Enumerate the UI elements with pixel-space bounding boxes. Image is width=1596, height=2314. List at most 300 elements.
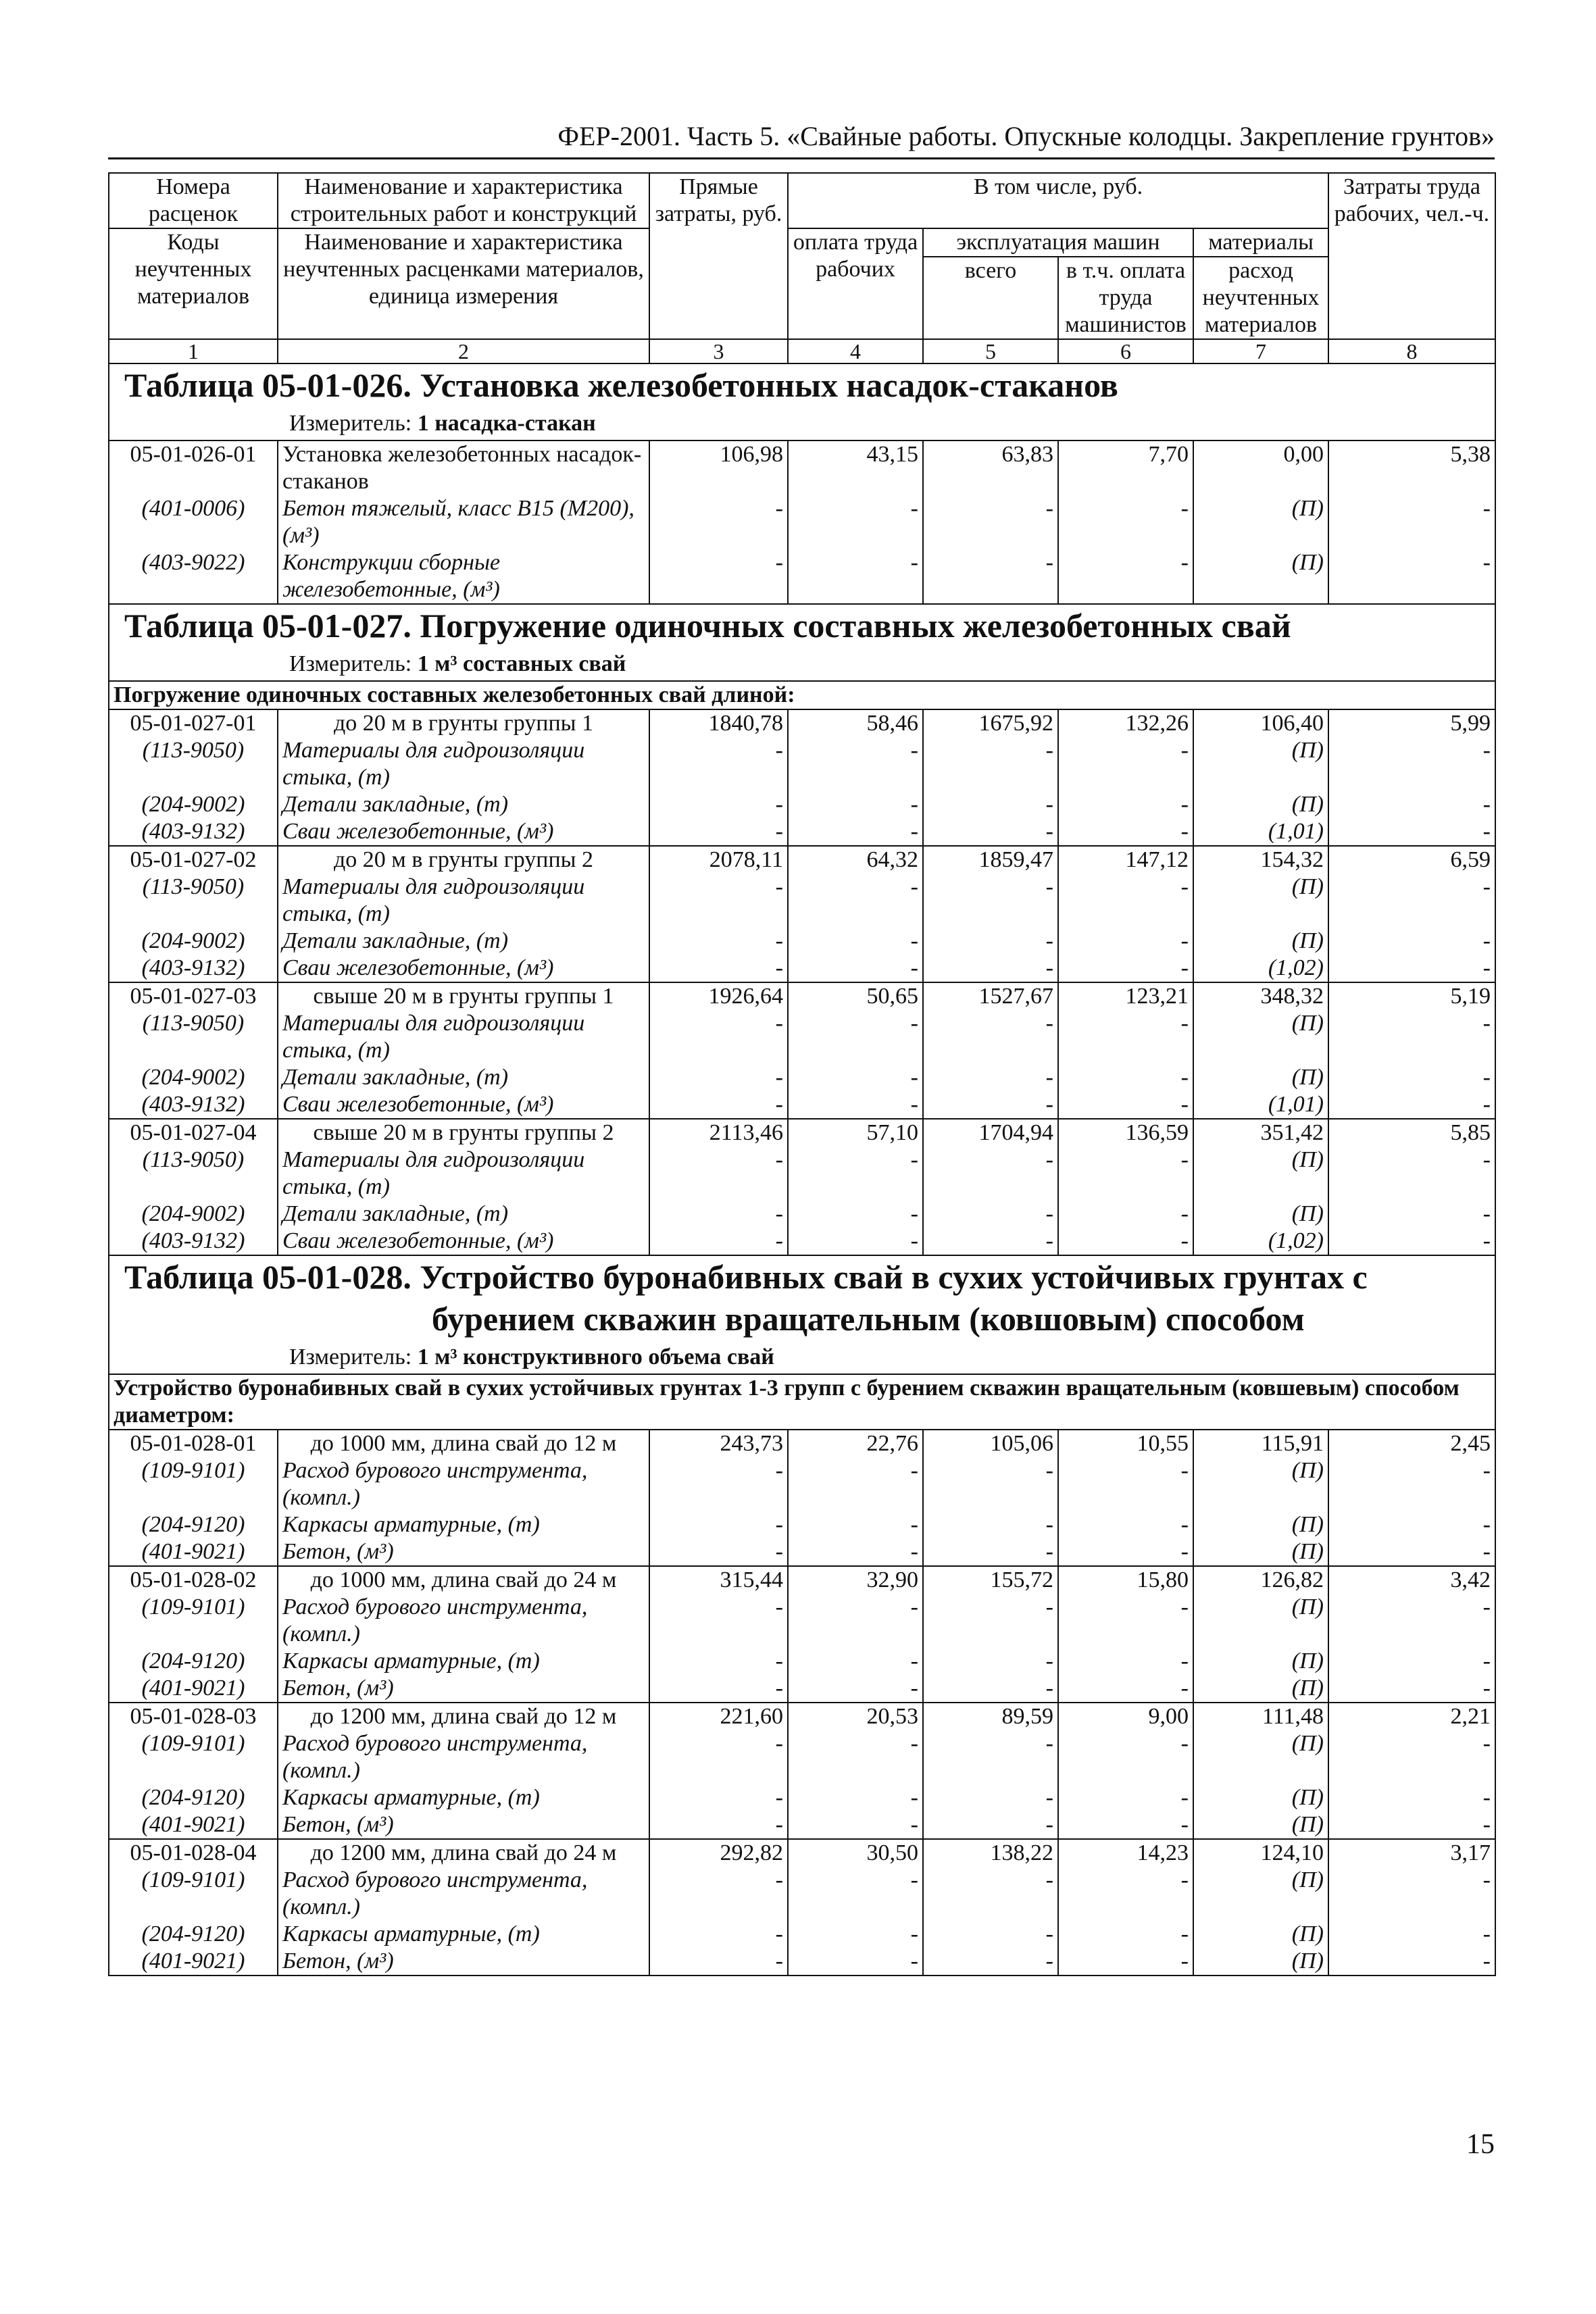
material-name: Сваи железобетонные, (м³) (278, 818, 649, 846)
rate-row (109, 982, 1495, 1010)
material-value-6: - (1058, 1538, 1193, 1566)
material-value-8: - (1328, 1538, 1495, 1566)
material-value-3: - (649, 791, 788, 818)
material-value-7: (П) (1193, 1921, 1328, 1948)
material-value-7: (П) (1193, 549, 1328, 604)
rate-row (109, 1839, 1495, 1867)
material-code: (403-9132) (109, 1091, 278, 1119)
rate-value-5: 63,83 (923, 441, 1058, 495)
header-direct-costs: Прямые затраты, руб. (649, 173, 788, 339)
material-value-5: - (923, 1784, 1058, 1811)
material-value-3: - (649, 1921, 788, 1948)
rates-document (108, 172, 1495, 1976)
header-code-bottom: Коды неучтенных материалов (109, 228, 278, 339)
material-value-4: - (788, 791, 923, 818)
rate-value-6: 123,21 (1058, 982, 1193, 1010)
material-value-6: - (1058, 1784, 1193, 1811)
material-code: (109-9101) (109, 1730, 278, 1784)
material-value-4: - (788, 1457, 923, 1511)
rate-value-7: 106,40 (1193, 709, 1328, 737)
material-value-3: - (649, 1201, 788, 1228)
material-value-6: - (1058, 1457, 1193, 1511)
material-code: (113-9050) (109, 737, 278, 791)
material-value-5: - (923, 1811, 1058, 1839)
header-machines-total: всего (923, 257, 1058, 339)
material-value-3: - (649, 1538, 788, 1566)
material-value-5: - (923, 1538, 1058, 1566)
material-name: Каркасы арматурные, (т) (278, 1648, 649, 1675)
rate-value-7: 124,10 (1193, 1839, 1328, 1867)
header-labor-cost: Затраты труда рабочих, чел.-ч. (1328, 173, 1495, 339)
rate-value-4: 57,10 (788, 1119, 923, 1147)
material-row (109, 1867, 1495, 1921)
material-value-8: - (1328, 1147, 1495, 1201)
rate-value-6: 7,70 (1058, 441, 1193, 495)
material-value-5: - (923, 1867, 1058, 1921)
material-value-5: - (923, 955, 1058, 982)
material-value-7: (П) (1193, 1948, 1328, 1976)
rate-value-8: 2,45 (1328, 1430, 1495, 1457)
material-value-3: - (649, 1091, 788, 1119)
material-value-7: (1,01) (1193, 818, 1328, 846)
table-title-line-1: Таблица 05-01-028. Устройство буронабивных свай в сухих устойчивых грунтах с (124, 1258, 1368, 1296)
rate-value-5: 138,22 (923, 1839, 1058, 1867)
material-name: Сваи железобетонные, (м³) (278, 1228, 649, 1255)
material-value-3: - (649, 495, 788, 549)
header-machines-pay: в т.ч. оплата труда машинистов (1058, 257, 1193, 339)
header-name-bottom: Наименование и характеристика неучтенных расценками материалов, единица измерения (278, 228, 649, 339)
material-value-7: (П) (1193, 928, 1328, 955)
material-code: (109-9101) (109, 1867, 278, 1921)
material-code: (403-9132) (109, 818, 278, 846)
material-value-6: - (1058, 1511, 1193, 1538)
rate-value-4: 43,15 (788, 441, 923, 495)
material-value-7: (1,02) (1193, 1228, 1328, 1255)
material-value-5: - (923, 1010, 1058, 1064)
material-value-8: - (1328, 1730, 1495, 1784)
material-code: (403-9132) (109, 955, 278, 982)
material-value-8: - (1328, 1064, 1495, 1091)
rate-code: 05-01-028-02 (109, 1566, 278, 1594)
material-code: (204-9120) (109, 1648, 278, 1675)
material-row (109, 1948, 1495, 1976)
material-row (109, 1201, 1495, 1228)
meter-value: 1 м³ конструктивного объема свай (417, 1344, 774, 1369)
material-value-5: - (923, 1948, 1058, 1976)
material-code: (401-0006) (109, 495, 278, 549)
rate-code: 05-01-027-01 (109, 709, 278, 737)
material-name: Материалы для гидроизоляции стыка, (т) (278, 1147, 649, 1201)
material-value-3: - (649, 955, 788, 982)
material-row (109, 791, 1495, 818)
rate-code: 05-01-028-01 (109, 1430, 278, 1457)
material-value-7: (П) (1193, 1675, 1328, 1703)
rate-value-7: 115,91 (1193, 1430, 1328, 1457)
material-row (109, 737, 1495, 791)
material-name: Расход бурового инструмента, (компл.) (278, 1867, 649, 1921)
material-value-4: - (788, 1730, 923, 1784)
material-value-7: (П) (1193, 1457, 1328, 1511)
table-title (114, 364, 1491, 406)
rate-name: свыше 20 м в грунты группы 1 (278, 982, 649, 1010)
material-value-3: - (649, 928, 788, 955)
material-value-7: (П) (1193, 1648, 1328, 1675)
material-value-8: - (1328, 818, 1495, 846)
section-title-row (109, 604, 1495, 681)
rate-value-7: 348,32 (1193, 982, 1328, 1010)
material-value-3: - (649, 1147, 788, 1201)
material-name: Материалы для гидроизоляции стыка, (т) (278, 737, 649, 791)
material-row (109, 955, 1495, 982)
material-name: Расход бурового инструмента, (компл.) (278, 1594, 649, 1648)
material-value-5: - (923, 1064, 1058, 1091)
material-value-5: - (923, 1091, 1058, 1119)
rate-row (109, 709, 1495, 737)
header-including: В том числе, руб. (788, 173, 1328, 228)
material-code: (401-9021) (109, 1811, 278, 1839)
material-name: Детали закладные, (т) (278, 928, 649, 955)
material-row (109, 818, 1495, 846)
table-title (114, 1256, 1491, 1340)
rate-value-6: 132,26 (1058, 709, 1193, 737)
material-row (109, 928, 1495, 955)
rate-name: до 1200 мм, длина свай до 24 м (278, 1839, 649, 1867)
material-value-5: - (923, 1921, 1058, 1948)
material-name: Бетон, (м³) (278, 1811, 649, 1839)
material-value-5: - (923, 818, 1058, 846)
material-value-6: - (1058, 791, 1193, 818)
material-code: (204-9002) (109, 1201, 278, 1228)
material-value-4: - (788, 1594, 923, 1648)
header-machines: эксплуатация машин (923, 228, 1193, 257)
material-value-3: - (649, 1948, 788, 1976)
material-value-4: - (788, 495, 923, 549)
material-row (109, 1921, 1495, 1948)
rate-row (109, 1430, 1495, 1457)
material-row (109, 1228, 1495, 1255)
rate-value-3: 2078,11 (649, 846, 788, 874)
header-materials: материалы (1193, 228, 1328, 257)
material-value-4: - (788, 1010, 923, 1064)
material-value-5: - (923, 1228, 1058, 1255)
material-value-3: - (649, 1594, 788, 1648)
rate-value-5: 1527,67 (923, 982, 1058, 1010)
material-value-5: - (923, 549, 1058, 604)
rate-name: до 1000 мм, длина свай до 24 м (278, 1566, 649, 1594)
material-row (109, 1648, 1495, 1675)
rate-row (109, 1119, 1495, 1147)
material-value-5: - (923, 737, 1058, 791)
rate-value-7: 351,42 (1193, 1119, 1328, 1147)
material-value-5: - (923, 1594, 1058, 1648)
material-name: Бетон, (м³) (278, 1675, 649, 1703)
material-code: (113-9050) (109, 1010, 278, 1064)
rate-value-4: 30,50 (788, 1839, 923, 1867)
rate-name: до 1200 мм, длина свай до 12 м (278, 1703, 649, 1730)
colnum-8: 8 (1328, 339, 1495, 363)
material-value-6: - (1058, 1010, 1193, 1064)
material-value-7: (П) (1193, 1784, 1328, 1811)
material-value-6: - (1058, 737, 1193, 791)
material-value-7: (П) (1193, 791, 1328, 818)
rate-value-4: 50,65 (788, 982, 923, 1010)
material-value-3: - (649, 1228, 788, 1255)
meter-label: Измеритель: (289, 411, 412, 436)
section-title-cell (109, 363, 1495, 441)
material-value-7: (П) (1193, 1811, 1328, 1839)
material-name: Расход бурового инструмента, (компл.) (278, 1457, 649, 1511)
material-value-6: - (1058, 1730, 1193, 1784)
rate-value-4: 20,53 (788, 1703, 923, 1730)
material-value-6: - (1058, 1091, 1193, 1119)
rate-code: 05-01-027-02 (109, 846, 278, 874)
meter-label: Измеритель: (289, 651, 412, 676)
rate-value-3: 2113,46 (649, 1119, 788, 1147)
material-value-6: - (1058, 1594, 1193, 1648)
rate-code: 05-01-026-01 (109, 441, 278, 495)
material-value-5: - (923, 1511, 1058, 1538)
material-value-4: - (788, 874, 923, 928)
material-value-3: - (649, 1675, 788, 1703)
material-value-7: (П) (1193, 1538, 1328, 1566)
material-value-8: - (1328, 1867, 1495, 1921)
material-code: (401-9021) (109, 1675, 278, 1703)
table-body (109, 363, 1495, 1976)
rate-code: 05-01-028-04 (109, 1839, 278, 1867)
material-value-8: - (1328, 1675, 1495, 1703)
material-value-8: - (1328, 1811, 1495, 1839)
material-value-4: - (788, 1147, 923, 1201)
material-value-4: - (788, 1921, 923, 1948)
material-value-3: - (649, 737, 788, 791)
rate-value-7: 0,00 (1193, 441, 1328, 495)
material-value-8: - (1328, 955, 1495, 982)
material-value-5: - (923, 791, 1058, 818)
rate-code: 05-01-027-04 (109, 1119, 278, 1147)
rate-value-7: 126,82 (1193, 1566, 1328, 1594)
section-title-row (109, 363, 1495, 441)
material-value-8: - (1328, 1784, 1495, 1811)
rate-row (109, 1703, 1495, 1730)
material-name: Материалы для гидроизоляции стыка, (т) (278, 1010, 649, 1064)
section-title-row (109, 1255, 1495, 1374)
group-heading: Погружение одиночных составных железобетонных свай длиной: (109, 681, 1495, 709)
material-value-6: - (1058, 928, 1193, 955)
material-value-7: (П) (1193, 1010, 1328, 1064)
material-value-6: - (1058, 1201, 1193, 1228)
material-code: (401-9021) (109, 1538, 278, 1566)
material-value-8: - (1328, 1948, 1495, 1976)
meter-value: 1 насадка-стакан (417, 411, 596, 436)
material-row (109, 1730, 1495, 1784)
material-name: Сваи железобетонные, (м³) (278, 955, 649, 982)
rate-value-6: 147,12 (1058, 846, 1193, 874)
rate-name: до 1000 мм, длина свай до 12 м (278, 1430, 649, 1457)
material-code: (403-9022) (109, 549, 278, 604)
material-row (109, 1457, 1495, 1511)
material-value-8: - (1328, 549, 1495, 604)
material-value-8: - (1328, 1648, 1495, 1675)
material-value-6: - (1058, 1064, 1193, 1091)
material-code: (401-9021) (109, 1948, 278, 1976)
material-name: Детали закладные, (т) (278, 791, 649, 818)
table-meter (114, 651, 1491, 678)
material-row (109, 874, 1495, 928)
material-value-5: - (923, 1730, 1058, 1784)
material-value-3: - (649, 1784, 788, 1811)
rate-value-8: 6,59 (1328, 846, 1495, 874)
material-row (109, 495, 1495, 549)
material-value-3: - (649, 818, 788, 846)
rate-value-8: 2,21 (1328, 1703, 1495, 1730)
material-value-8: - (1328, 791, 1495, 818)
material-value-8: - (1328, 1594, 1495, 1648)
rate-value-3: 292,82 (649, 1839, 788, 1867)
table-meter (114, 410, 1491, 437)
material-value-6: - (1058, 1147, 1193, 1201)
material-value-3: - (649, 1648, 788, 1675)
meter-label: Измеритель: (289, 1344, 412, 1369)
material-value-4: - (788, 549, 923, 604)
material-value-7: (П) (1193, 1730, 1328, 1784)
material-value-7: (П) (1193, 1201, 1328, 1228)
rate-value-4: 22,76 (788, 1430, 923, 1457)
material-code: (204-9120) (109, 1921, 278, 1948)
rate-value-5: 1675,92 (923, 709, 1058, 737)
rate-value-4: 58,46 (788, 709, 923, 737)
rates-table (108, 172, 1496, 1976)
material-code: (113-9050) (109, 1147, 278, 1201)
material-row (109, 1784, 1495, 1811)
material-value-4: - (788, 1511, 923, 1538)
material-row (109, 1511, 1495, 1538)
material-value-8: - (1328, 1201, 1495, 1228)
material-value-4: - (788, 1064, 923, 1091)
material-value-8: - (1328, 928, 1495, 955)
rate-value-6: 10,55 (1058, 1430, 1193, 1457)
rate-value-8: 5,85 (1328, 1119, 1495, 1147)
page-number: 15 (1466, 2129, 1495, 2160)
rate-value-8: 5,99 (1328, 709, 1495, 737)
material-code: (204-9120) (109, 1784, 278, 1811)
material-value-4: - (788, 1091, 923, 1119)
rate-name: свыше 20 м в грунты группы 2 (278, 1119, 649, 1147)
material-row (109, 1147, 1495, 1201)
material-value-8: - (1328, 1091, 1495, 1119)
rate-row (109, 846, 1495, 874)
material-value-8: - (1328, 495, 1495, 549)
material-name: Каркасы арматурные, (т) (278, 1784, 649, 1811)
material-value-5: - (923, 1201, 1058, 1228)
material-name: Бетон, (м³) (278, 1538, 649, 1566)
material-name: Расход бурового инструмента, (компл.) (278, 1730, 649, 1784)
material-code: (113-9050) (109, 874, 278, 928)
material-code: (109-9101) (109, 1457, 278, 1511)
material-row (109, 1594, 1495, 1648)
material-value-5: - (923, 495, 1058, 549)
material-value-6: - (1058, 1675, 1193, 1703)
rate-value-6: 9,00 (1058, 1703, 1193, 1730)
group-heading: Устройство буронабивных свай в сухих устойчивых грунтах 1-3 групп с бурением скважин вращательным (ковшевым) способом диаметром: (109, 1374, 1495, 1430)
material-value-6: - (1058, 1648, 1193, 1675)
material-value-8: - (1328, 1921, 1495, 1948)
rate-row (109, 441, 1495, 495)
material-value-6: - (1058, 874, 1193, 928)
material-value-6: - (1058, 549, 1193, 604)
rate-value-5: 105,06 (923, 1430, 1058, 1457)
group-heading-row (109, 681, 1495, 709)
rate-code: 05-01-028-03 (109, 1703, 278, 1730)
material-code: (204-9002) (109, 791, 278, 818)
rate-value-5: 1704,94 (923, 1119, 1058, 1147)
colnum-4: 4 (788, 339, 923, 363)
material-row (109, 549, 1495, 604)
material-code: (204-9120) (109, 1511, 278, 1538)
running-header: ФЕР-2001. Часть 5. «Свайные работы. Опускные колодцы. Закрепление грунтов» (108, 120, 1495, 159)
rate-code: 05-01-027-03 (109, 982, 278, 1010)
rate-name: Установка железобетонных насадок-стаканов (278, 441, 649, 495)
rate-value-5: 155,72 (923, 1566, 1058, 1594)
material-value-7: (1,01) (1193, 1091, 1328, 1119)
material-value-6: - (1058, 1811, 1193, 1839)
material-value-7: (1,02) (1193, 955, 1328, 982)
material-value-5: - (923, 1648, 1058, 1675)
rate-name: до 20 м в грунты группы 2 (278, 846, 649, 874)
material-value-4: - (788, 1811, 923, 1839)
material-value-4: - (788, 928, 923, 955)
material-name: Каркасы арматурные, (т) (278, 1921, 649, 1948)
material-value-6: - (1058, 495, 1193, 549)
material-value-3: - (649, 874, 788, 928)
rate-name: до 20 м в грунты группы 1 (278, 709, 649, 737)
material-value-7: (П) (1193, 1594, 1328, 1648)
material-code: (109-9101) (109, 1594, 278, 1648)
material-row (109, 1091, 1495, 1119)
material-value-6: - (1058, 1867, 1193, 1921)
colnum-7: 7 (1193, 339, 1328, 363)
material-value-6: - (1058, 1228, 1193, 1255)
material-code: (403-9132) (109, 1228, 278, 1255)
material-value-7: (П) (1193, 1867, 1328, 1921)
rate-value-3: 315,44 (649, 1566, 788, 1594)
material-value-7: (П) (1193, 1064, 1328, 1091)
material-value-5: - (923, 874, 1058, 928)
material-value-3: - (649, 1867, 788, 1921)
material-name: Конструкции сборные железобетонные, (м³) (278, 549, 649, 604)
rate-value-3: 243,73 (649, 1430, 788, 1457)
rate-value-3: 1840,78 (649, 709, 788, 737)
material-value-3: - (649, 1811, 788, 1839)
table-title-line-1: Таблица 05-01-026. Установка железобетонных насадок-стаканов (124, 366, 1118, 404)
material-value-7: (П) (1193, 1511, 1328, 1538)
material-value-8: - (1328, 874, 1495, 928)
material-value-4: - (788, 737, 923, 791)
rate-value-6: 136,59 (1058, 1119, 1193, 1147)
colnum-2: 2 (278, 339, 649, 363)
table-title-line-2: бурением скважин вращательным (ковшовым) способом (432, 1300, 1305, 1338)
material-value-3: - (649, 1064, 788, 1091)
material-name: Сваи железобетонные, (м³) (278, 1091, 649, 1119)
material-value-8: - (1328, 1010, 1495, 1064)
material-value-6: - (1058, 1948, 1193, 1976)
material-value-5: - (923, 1675, 1058, 1703)
material-name: Материалы для гидроизоляции стыка, (т) (278, 874, 649, 928)
material-value-3: - (649, 1511, 788, 1538)
colnum-3: 3 (649, 339, 788, 363)
rate-value-3: 1926,64 (649, 982, 788, 1010)
material-value-5: - (923, 1147, 1058, 1201)
material-value-4: - (788, 818, 923, 846)
